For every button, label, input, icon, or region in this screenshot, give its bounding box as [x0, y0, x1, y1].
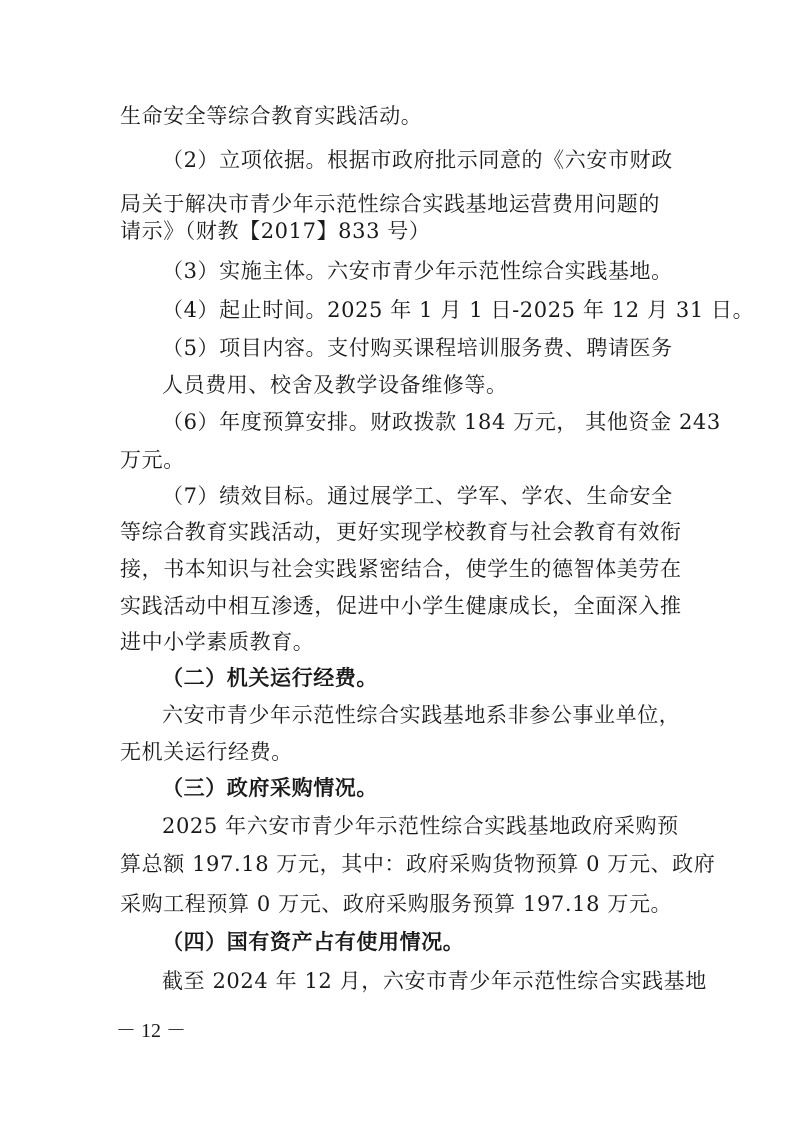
- section-heading: （三）政府采购情况。: [162, 775, 378, 800]
- text-line: 2025 年六安市青少年示范性综合实践基地政府采购预: [162, 814, 679, 838]
- text-line: （2）立项依据。根据市政府批示同意的《六安市财政: [162, 148, 673, 172]
- text-line: 接，书本知识与社会实践紧密结合，使学生的德智体美劳在: [120, 557, 682, 581]
- text-line: 生命安全等综合教育实践活动。: [120, 104, 423, 128]
- text-line: （5）项目内容。支付购买课程培训服务费、聘请医务: [162, 336, 673, 360]
- text-line: 截至 2024 年 12 月，六安市青少年示范性综合实践基地: [162, 969, 707, 993]
- text-line: 实践活动中相互渗透，促进中小学生健康成长，全面深入推: [120, 594, 682, 618]
- text-line: 等综合教育实践活动，更好实现学校教育与社会教育有效衔: [120, 520, 682, 544]
- text-line: 万元。: [120, 448, 185, 472]
- text-line: （3）实施主体。六安市青少年示范性综合实践基地。: [162, 259, 673, 283]
- page-number: － 12 －: [116, 1020, 186, 1042]
- text-line: 算总额 197.18 万元，其中：政府采购货物预算 0 万元、政府: [120, 852, 716, 876]
- text-line: 采购工程预算 0 万元、政府采购服务预算 197.18 万元。: [120, 892, 673, 916]
- text-line: （4）起止时间。2025 年 1 月 1 日-2025 年 12 月 31 日。: [162, 298, 755, 322]
- section-heading: （二）机关运行经费。: [162, 665, 378, 690]
- text-line: 进中小学素质教育。: [120, 630, 315, 654]
- text-line: 六安市青少年示范性综合实践基地系非参公事业单位，: [162, 703, 681, 727]
- text-line: 请示》（财教【2017】833 号）: [120, 219, 431, 243]
- section-heading: （四）国有资产占有使用情况。: [162, 929, 465, 954]
- text-line: （7）绩效目标。通过展学工、学军、学农、生命安全: [162, 484, 673, 508]
- text-line: 局关于解决市青少年示范性综合实践基地运营费用问题的: [120, 192, 660, 216]
- text-line: 人员费用、校舍及教学设备维修等。: [162, 373, 508, 397]
- text-line: （6）年度预算安排。财政拨款 184 万元， 其他资金 243: [162, 410, 721, 434]
- text-line: 无机关运行经费。: [120, 740, 293, 764]
